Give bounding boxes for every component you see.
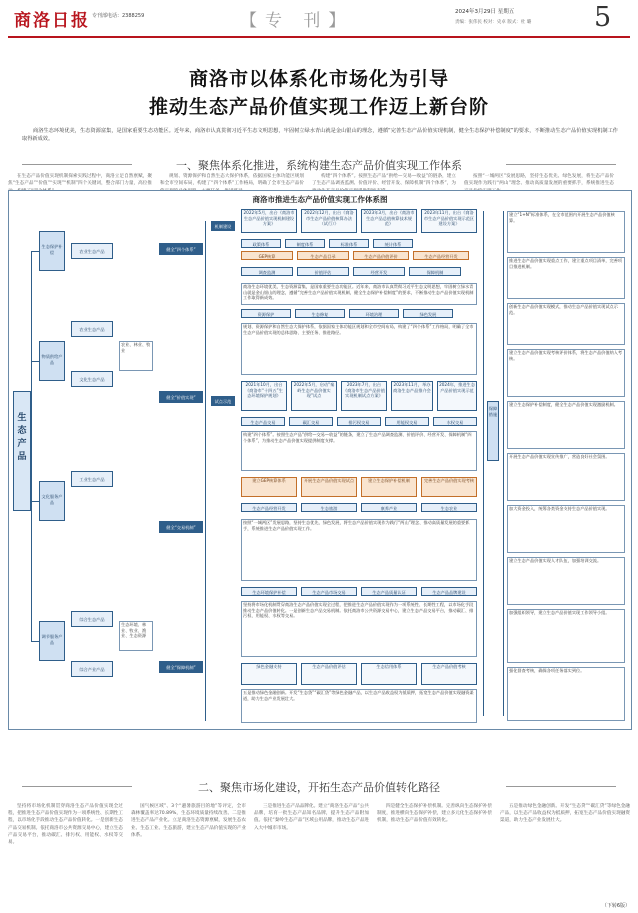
- r8-box-3: 生态农业: [421, 503, 477, 512]
- r10-box-3: 生态产品价值考核: [421, 663, 477, 685]
- hotline: 专刊部电话：2388259: [92, 13, 145, 19]
- r7-box-2: 建立生态保护补偿机制: [361, 477, 417, 497]
- diagram-title: 商洛市推进生态产品价值实现工作体系图: [252, 195, 388, 204]
- right-box-5: 开展生态产品价值实现宣传推广，营造良好社会氛围。: [507, 453, 625, 501]
- mid-label-2: 健全“交易机制”: [159, 521, 203, 533]
- category-1: 生态环境、林业、牧业、渔业、生态资源: [119, 621, 153, 651]
- mid-label-3: 健全“保障机制”: [159, 661, 203, 673]
- right-box-2: 创新生态产品价值实现模式，推动生态产品价值实现试点示范。: [507, 303, 625, 345]
- r8-box-1: 生态旅游: [301, 503, 357, 512]
- bottom-column-4: 四是健全生态保护补偿机制。完善纵向生态保护补偿制度，推进横向生态保护补偿，建立多元化生态保护补偿机制，推动生态产品价值有效转化。: [377, 804, 492, 824]
- r2b-box-2: 生态产品价值评价: [353, 251, 409, 260]
- system-diagram: [8, 190, 632, 730]
- r4-box-1: 生态修复: [295, 309, 345, 318]
- text-column-3: 构建“四个体系”。按照生态产品“供给—交易—收益”的链条，建立了生态产品调查监测、价值评价、经营开发、保障机制“四个体系”，为: [312, 174, 456, 187]
- r10-box-1: 生态产品价值评估: [301, 663, 357, 685]
- staff-line: 责编：张伟民 校对：史卓 版式：杜 璐: [455, 20, 532, 25]
- right-box-1: 推进生态产品价值实现重点工作，建立重点项目清单，完善项目推进机制。: [507, 257, 625, 299]
- newspaper-logo: 商洛日报: [14, 11, 90, 31]
- column-name: 【专 刊】: [240, 11, 354, 31]
- bottom-column-2: 国气候区域”、3个“避暑旅游目的地”等评定，全市森林覆盖率达70.89%，生态环境质量持续改善。二是推进生态产品产业化。立足商洛生态资源禀赋，发展生态农业、生态工业、生态旅游，建立生态产品价值实现的产业体系。: [131, 804, 246, 838]
- bottom-column-1: 坚持将市场化机制贯穿商洛生态产品价值实现全过程，把推进生态产品价值实现作为一项系统性、长期性工程，以市场化手段推动生态产品价值转化。一是创新生态产品交易机制。依托商洛市公共资源交易中心，建立生态产品交易平台，推动碳汇、排污权、用能权、水权等交易。: [8, 804, 123, 846]
- left-sub-4: 综合生态产品: [71, 611, 113, 627]
- left-sub-2: 文化生态产品: [71, 371, 113, 387]
- r7-box-3: 完善生态产品价值实现考核: [421, 477, 477, 497]
- r2-box-1: 制度体系: [285, 239, 325, 248]
- r5-box-1: 2022年5月，启动“秦岭生态产品价值实现”试点: [291, 381, 337, 411]
- mid-connector: [205, 221, 206, 721]
- r3-box-2: 经营开发: [353, 267, 405, 276]
- right-label: 保障措施: [487, 401, 499, 461]
- r7-box-1: 开展生态产品价值实现试点: [301, 477, 357, 497]
- mid-text-1: 规划、资源保护和自然生态大保护体系，依据国家主体功能区规划和全市空间布局，构建了“四个体系”工作格局，明确了全市生态产品价值实现的总体思路、主要任务、推进路径。: [241, 323, 477, 375]
- left-group-0: 生态保护补偿: [39, 231, 65, 271]
- left-sub-5: 综合产业产品: [71, 661, 113, 677]
- text-column-2: 规划、资源保护和自然生态大保护体系，依据国家主体功能区规划和全市空间布局，构建了“四个体系”工作格局，明确了全市生态产品价: [160, 174, 304, 187]
- right-box-8: 加强组织领导，建立生态产品价值实现工作领导小组。: [507, 609, 625, 663]
- r2-box-0: 政策体系: [241, 239, 281, 248]
- section2-rule-right: [506, 786, 616, 787]
- r3-box-1: 价值评估: [297, 267, 349, 276]
- issue-date: 2024年3月29日 星期五: [455, 9, 515, 15]
- diagram-root: 生态产品: [13, 391, 31, 511]
- left-group-1: 物质供给产品: [39, 341, 65, 381]
- headline-line1: 商洛市以体系化市场化为引导: [188, 68, 449, 90]
- r3-box-0: 调查监测: [241, 267, 293, 276]
- r9-box-2: 生态产品质量认证: [361, 587, 417, 596]
- r8-box-2: 康养产业: [361, 503, 417, 512]
- root-connector: [31, 251, 32, 641]
- r4-box-2: 环境治理: [349, 309, 399, 318]
- r6-box-2: 排污权交易: [337, 417, 381, 426]
- r7-box-0: 建立GEP核算体系: [241, 477, 297, 497]
- r1-box-3: 2023年11月，出台《商洛市生态产品价值实现示范区建设方案》: [421, 209, 477, 233]
- lead-paragraph: 商洛生态环境优美，生态资源富集，是国家重要生态功能区。近年来，商洛市认真贯彻习近平生态文明思想，牢固树立绿水青山就是金山银山的理念，遵循“完善生态产品价值实现机制，健全生态保护补偿制度”的要求，不断推动生态产品价值实现机制工作取得新成效。: [22, 128, 618, 142]
- page-number: 5: [594, 2, 612, 33]
- right-box-6: 加大资金投入，统筹各类资金支持生态产品价值实现。: [507, 505, 625, 553]
- category-0: 农业、林业、牧业: [119, 341, 153, 371]
- r9-box-1: 生态产品市场交易: [301, 587, 357, 596]
- section2-title: 二、聚焦市场化建设，开拓生态产品价值转化路径: [198, 781, 440, 794]
- r1-label: 机制建设: [211, 221, 235, 231]
- bottom-column-5: 五是推动绿色金融创新。开发“生态贷”“碳汇贷”等绿色金融产品，以生态产品收益权为抵质押，拓宽生态产品价值实现融资渠道，助力生态产业发展壮大。: [500, 804, 630, 824]
- r10-box-2: 生态信用体系: [361, 663, 417, 685]
- right-connector: [483, 211, 484, 716]
- r2b-box-0: GEP核算: [241, 251, 293, 260]
- r9-box-3: 生态产品品牌建设: [421, 587, 477, 596]
- r3-box-3: 保障机制: [409, 267, 461, 276]
- left-group-3: 调节服务产品: [39, 621, 65, 661]
- right-box-3: 建立生态产品价值实现考核评价体系，将生态产品价值纳入考核。: [507, 349, 625, 397]
- r2-box-3: 统计体系: [373, 239, 413, 248]
- r2-box-2: 标准体系: [329, 239, 369, 248]
- headline-line2: 推动生态产品价值实现工作迈上新台阶: [148, 96, 489, 118]
- right-box-0: 建立“1+N”标准体系，在全市范围内开展生态产品价值核算。: [507, 211, 625, 253]
- section1-title: 一、聚焦体系化推进，系统构建生态产品价值实现工作体系: [176, 159, 462, 172]
- r1-box-2: 2023年3月，出台《商洛市生态产品总值核算技术规范》: [361, 209, 417, 233]
- mid-label-0: 健全“四个体系”: [159, 243, 203, 255]
- right-box-9: 强化督查考核，确保各项任务落实到位。: [507, 667, 625, 721]
- mid-text-3: 按照“一城两区”发展思路，坚持生态优先、绿色发展，将生态产品价值实现作为践行“两山”理念、推动高质量发展的重要抓手，系统推进生态产品价值实现工作。: [241, 519, 477, 581]
- text-column-4: 按照“一城两区”发展思路，坚持生态优先、绿色发展，将生态产品价值实现作为践行“两山”理念、推动高质量发展的重要抓手，系统推进生态: [464, 174, 614, 187]
- section-rule-right: [506, 164, 616, 165]
- r6-box-1: 碳汇交易: [289, 417, 333, 426]
- r1-box-1: 2022年12月，出台《商洛市生态产品价值核算办法（试行）》: [301, 209, 357, 233]
- r6-box-3: 用能权交易: [385, 417, 429, 426]
- r5-box-4: 2024年，推进生态产品价值实现示范: [437, 381, 477, 411]
- mid-text-4: 坚持将市场化机制贯穿商洛生态产品价值实现全过程，把推进生态产品价值实现作为一项系统性、长期性工程，以市场化手段推动生态产品价值转化。一是创新生态产品交易机制。依托商洛市公共资源交易中心，建立生态产品交易平台，推动碳汇、排污权、用能权、水权等交易。: [241, 601, 477, 657]
- left-group-2: 文化服务产品: [39, 481, 65, 521]
- continued-note: （下转6版）: [601, 903, 630, 909]
- r4-text: 商洛生态环境优美，生态资源富集，是国家重要生态功能区。近年来，商洛市认真贯彻习近平生态文明思想，牢固树立绿水青山就是金山银山的理念，遵循“完善生态产品价值实现机制，健全生态保护补偿制度”的要求，不断推动生态产品价值实现机制工作取得新成效。: [241, 283, 477, 305]
- mid-text-5: 五是推动绿色金融创新。开发“生态贷”“碳汇贷”等绿色金融产品，以生态产品收益权为抵质押，拓宽生态产品价值实现融资渠道，助力生态产业发展壮大。: [241, 689, 477, 723]
- r4-box-0: 资源保护: [241, 309, 291, 318]
- left-sub-3: 工业生态产品: [71, 471, 113, 487]
- r2b-box-3: 生态产品经营开发: [413, 251, 469, 260]
- bottom-column-3: 三是推进生态产品品牌化。建立“商洛生态产品”公共品牌，培育一批生态产品知名品牌，提升生态产品附加值。依托“秦岭生态产品”区域公用品牌，推动生态产品进入大中城市市场。: [254, 804, 370, 831]
- header-rule: [8, 36, 630, 38]
- r6-box-0: 生态产品交易: [241, 417, 285, 426]
- masthead: [0, 0, 638, 40]
- r5-label: 试点示范: [211, 396, 235, 406]
- r5-box-3: 2023年11月，举办商洛生态产品推介会: [391, 381, 433, 411]
- r1-box-0: 2022年5月，出台《商洛市生态产品价值实现机制建设方案》: [241, 209, 297, 233]
- mid-label-1: 健全“价值实现”: [159, 391, 203, 403]
- text-column-1: 在生态产品价值实现机制探索实践过程中，商洛立足自然禀赋，聚焦“生态产品”“价值”“实现”“机制”四个关键词，整合部门力量，高位推: [8, 174, 152, 187]
- r4-box-3: 绿色发展: [403, 309, 453, 318]
- r5-box-0: 2021年10月，出台《商洛市“十四五”生态环境保护规划》: [241, 381, 287, 411]
- r2b-box-1: 生态产品目录: [297, 251, 349, 260]
- r8-box-0: 生态产品经营开发: [241, 503, 297, 512]
- left-sub-0: 农业生态产品: [71, 243, 113, 259]
- right-box-4: 建立生态保护补偿制度，健全生态产品价值实现激励机制。: [507, 401, 625, 449]
- right-box-7: 建立生态产品价值实现人才队伍，加强培训交流。: [507, 557, 625, 605]
- r10-box-0: 绿色金融支持: [241, 663, 297, 685]
- mid-text-2: 构建“四个体系”。按照生态产品“供给—交易—收益”的链条，建立了生态产品调查监测、价值评价、经营开发、保障机制“四个体系”，为推动生态产品价值实现提供制度支撑。: [241, 431, 477, 471]
- r9-box-0: 生态环境保护补偿: [241, 587, 297, 596]
- r6-box-4: 水权交易: [433, 417, 477, 426]
- r5-box-2: 2023年7月，出台《商洛市生态产品价值实现机制试点方案》: [341, 381, 387, 411]
- left-sub-1: 农业生态产品: [71, 321, 113, 337]
